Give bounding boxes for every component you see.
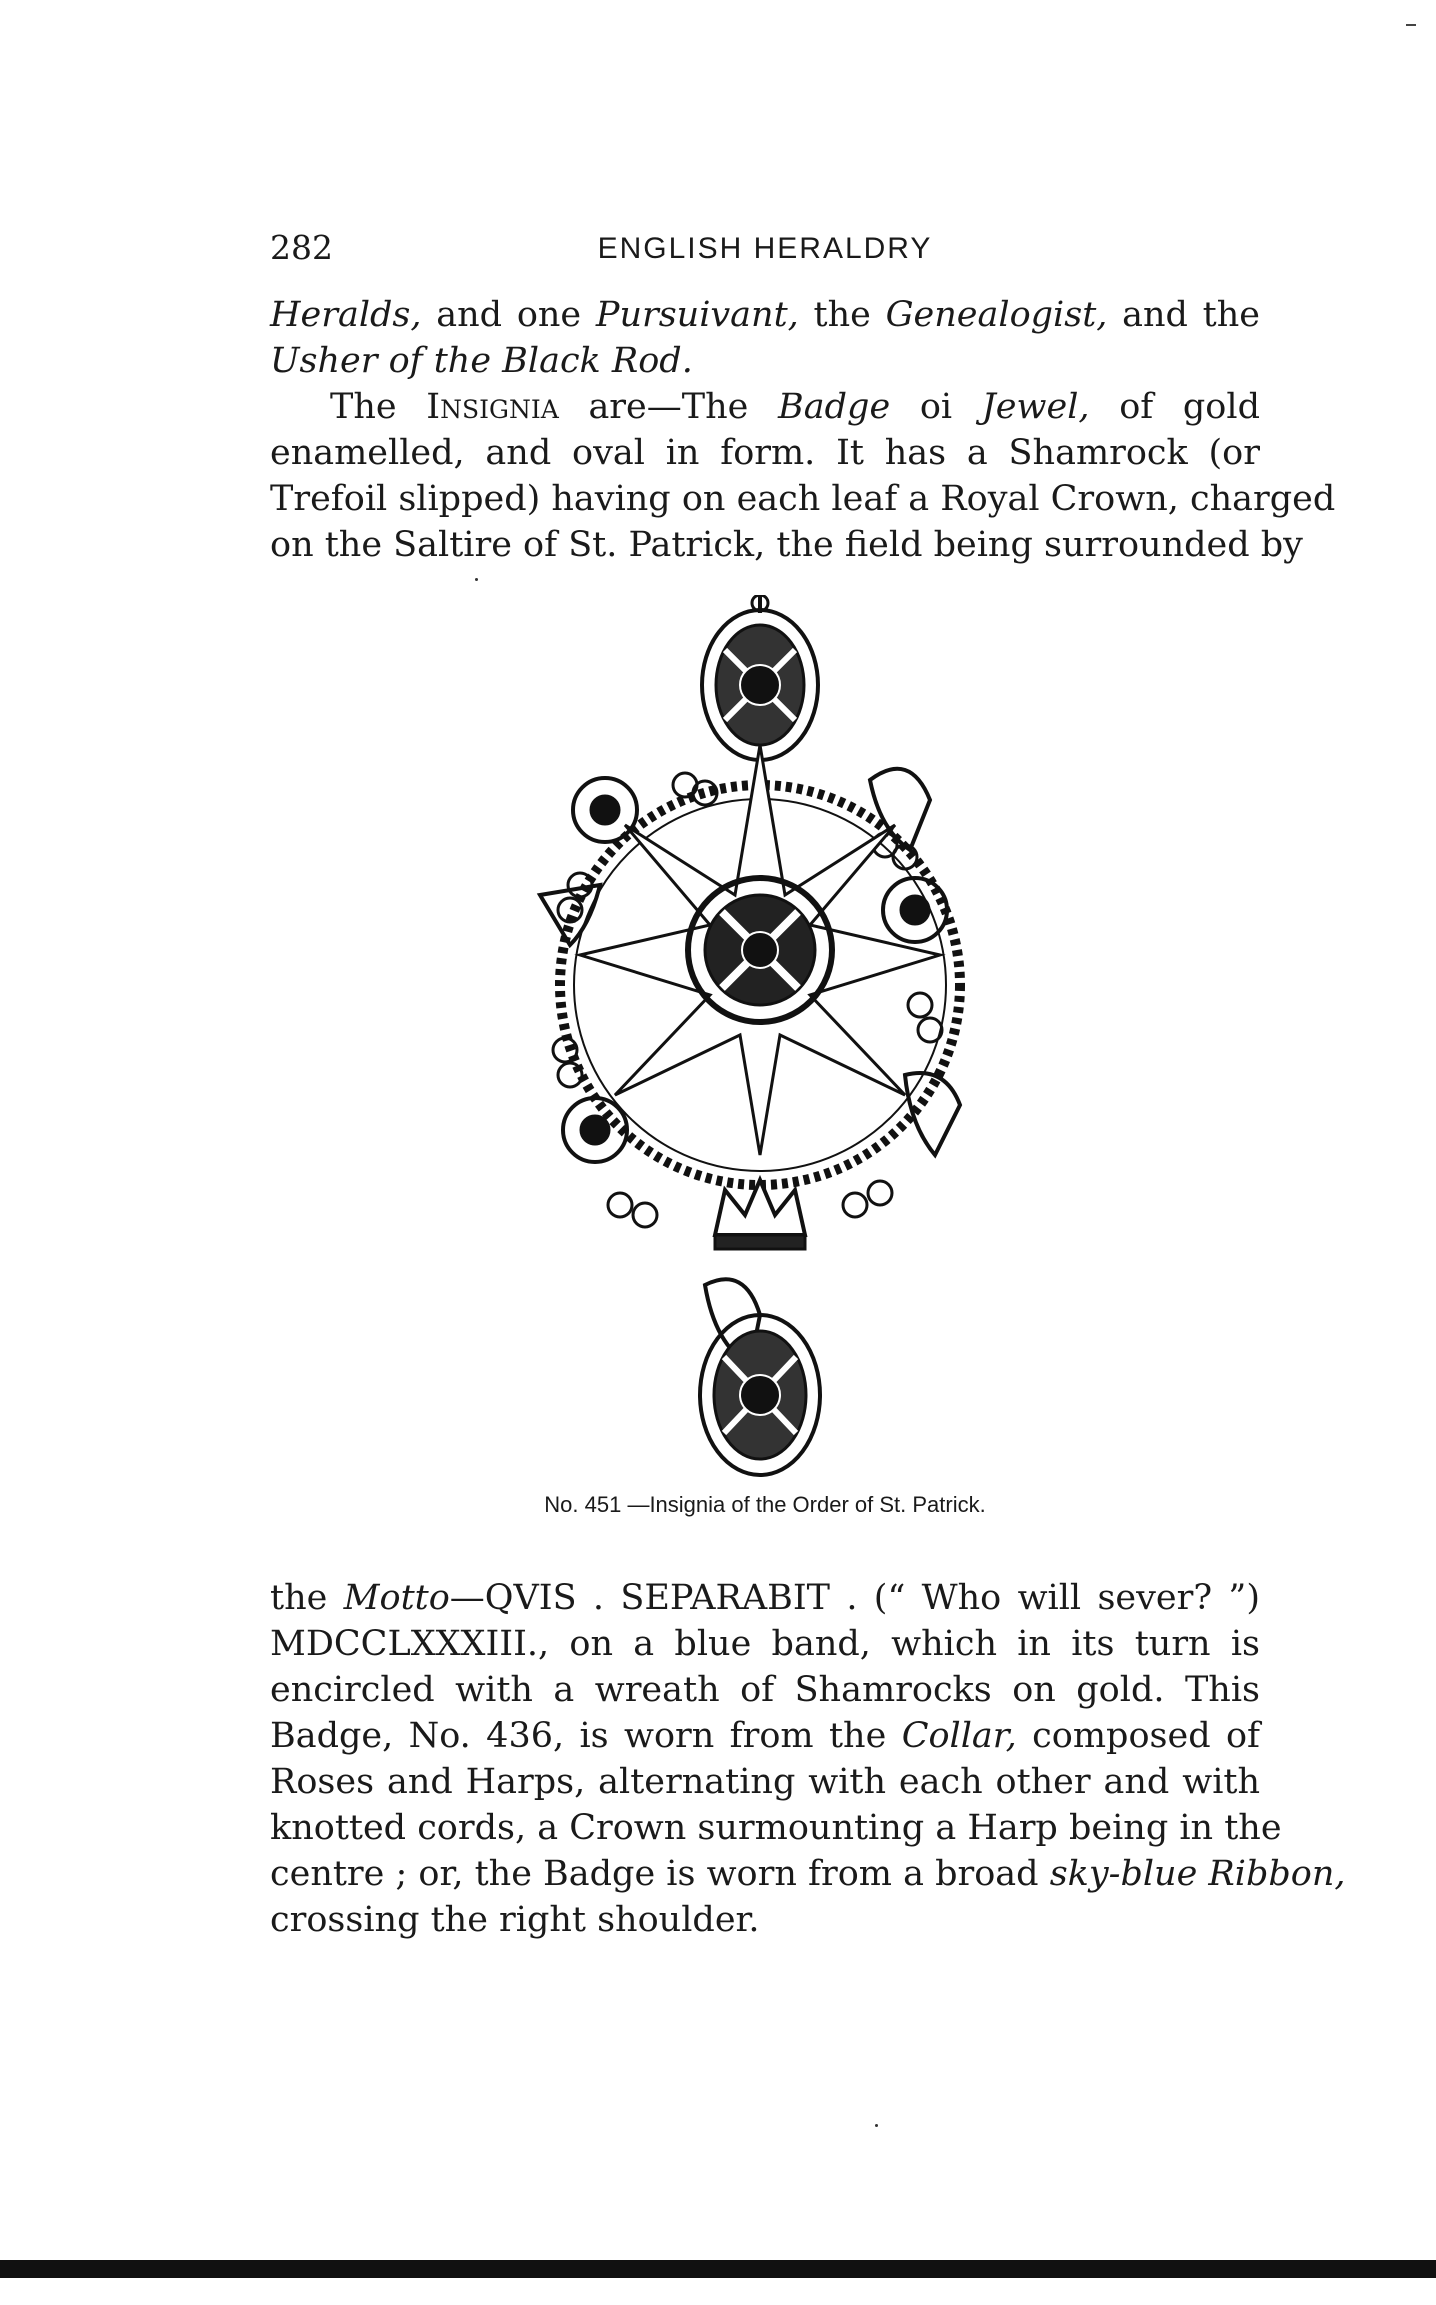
bottom-rule (0, 2260, 1436, 2278)
text-line: on the Saltire of St. Patrick, the field being surrounded by (270, 525, 1303, 565)
text-line: MDCCLXXXIII., on a blue band, which in its turn is (270, 1624, 1260, 1664)
star-of-order (580, 745, 940, 1155)
italic-term: Jewel, (981, 387, 1090, 427)
text-run: the (270, 1578, 344, 1618)
text-run: centre ; or, the Badge is worn from a broad (270, 1854, 1050, 1894)
text-line (270, 292, 1260, 338)
text-run: the (798, 295, 886, 335)
italic-term: Collar, (901, 1716, 1017, 1756)
italic-term: Badge (778, 387, 891, 427)
italic-term: Heralds, (270, 295, 422, 335)
text-run: are—The (558, 387, 779, 427)
italic-term: Motto (343, 1578, 450, 1618)
text-run: Badge, No. 436, is worn from the (270, 1716, 902, 1756)
text-line (270, 1575, 1260, 1621)
small-caps-term: Insignia (426, 387, 559, 427)
ink-speck (875, 2124, 878, 2127)
running-title: ENGLISH HERALDRY (597, 232, 933, 265)
top-paragraph (270, 292, 1336, 568)
ink-speck (475, 578, 478, 581)
text-line: enamelled, and oval in form. It has a Shamrock (or (270, 433, 1260, 473)
bottom-badge (700, 1315, 820, 1475)
italic-term: Usher of the Black Rod. (270, 341, 693, 381)
text-line: Roses and Harps, alternating with each other and with (270, 1762, 1260, 1802)
italic-term: Genealogist, (885, 295, 1108, 335)
text-line (270, 1851, 1346, 1897)
top-medallion (702, 595, 818, 760)
italic-term: sky-blue Ribbon, (1049, 1854, 1346, 1894)
text-line: crossing the right shoulder. (270, 1900, 760, 1940)
text-run: and one (421, 295, 596, 335)
edge-mark (1406, 24, 1416, 26)
text-run: The (330, 387, 427, 427)
insignia-illustration (510, 595, 1010, 1485)
bottom-paragraph (270, 1575, 1346, 1943)
text-run: composed of (1016, 1716, 1260, 1756)
crown (715, 1180, 805, 1249)
text-run: and the (1107, 295, 1260, 335)
text-run: of gold (1089, 387, 1260, 427)
text-line (270, 384, 1260, 430)
text-line: Trefoil slipped) having on each leaf a Royal Crown, charged (270, 479, 1336, 519)
figure-caption: No. 451 —Insignia of the Order of St. Patrick. (544, 1492, 986, 1517)
text-line (270, 1713, 1260, 1759)
text-line: encircled with a wreath of Shamrocks on gold. This (270, 1670, 1260, 1710)
text-line (270, 338, 1260, 384)
text-line: knotted cords, a Crown surmounting a Harp being in the (270, 1808, 1282, 1848)
page-header (270, 228, 1260, 272)
text-run: —QVIS . SEPARABIT . (“ Who will sever? ”) (449, 1578, 1260, 1618)
text-run: oi (890, 387, 982, 427)
page-number: 282 (270, 228, 333, 267)
italic-term: Pursuivant, (595, 295, 799, 335)
